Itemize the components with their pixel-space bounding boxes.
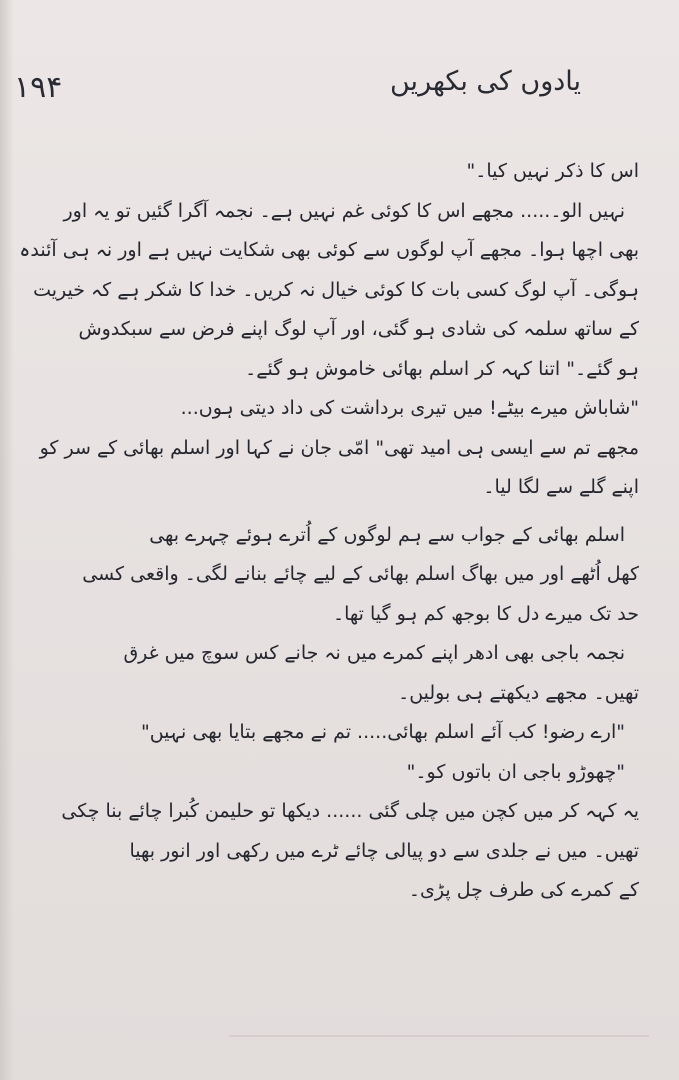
text-line: تھیں۔ میں نے جلدی سے دو پیالی چائے ٹرے میں رکھی اور انور بھیا [129, 839, 639, 862]
text-line: یہ کہہ کر میں کچن میں چلی گئی ...... دیکھا تو حلیمن کُبرا چائے بنا چکی [61, 800, 639, 822]
text-line: کے کمرے کی طرف چل پڑی۔ [408, 879, 639, 901]
page-number: ۱۹۴ [14, 70, 63, 105]
text-line: تھیں۔ مجھے دیکھتے ہی بولیں۔ [398, 681, 639, 704]
text-line: ہوگی۔ آپ لوگ کسی بات کا کوئی خیال نہ کریں۔ خدا کا شکر ہے کہ خیریت [33, 278, 639, 301]
text-line: نجمہ باجی بھی ادھر اپنے کمرے میں نہ جانے کس سوچ میں غرق [123, 642, 625, 664]
text-line: "چھوڑو باجی ان باتوں کو۔" [406, 760, 625, 783]
page-body-text [18, 152, 639, 911]
text-line: حد تک میرے دل کا بوجھ کم ہو گیا تھا۔ [332, 602, 639, 625]
bleed-through-mark [229, 1035, 649, 1037]
text-line: کے ساتھ سلمہ کی شادی ہو گئی، اور آپ لوگ اپنے فرض سے سبکدوش [78, 318, 639, 340]
text-line: "ارے رضو! کب آئے اسلم بھائی..... تم نے مجھے بتایا بھی نہیں" [140, 721, 625, 743]
running-header: یادوں کی بکھریں [390, 66, 581, 97]
text-line: بھی اچھا ہوا۔ مجھے آپ لوگوں سے کوئی بھی شکایت نہیں ہے اور نہ ہی آئندہ [19, 239, 639, 261]
text-line: اپنے گلے سے لگا لیا۔ [483, 476, 639, 498]
text-line: مجھے تم سے ایسی ہی امید تھی" امّی جان نے کہا اور اسلم بھائی کے سر کو [39, 436, 639, 459]
text-line: "شاباش میرے بیٹے! میں تیری برداشت کی داد دیتی ہوں... [180, 397, 639, 419]
page-edge-shadow [0, 0, 14, 1080]
text-line: ہو گئے۔" اتنا کہہ کر اسلم بھائی خاموش ہو گئے۔ [245, 357, 639, 380]
text-line: کھل اُٹھے اور میں بھاگ اسلم بھائی کے لیے چائے بنانے لگی۔ واقعی کسی [82, 563, 639, 585]
text-line: اس کا ذکر نہیں کیا۔" [466, 160, 639, 182]
text-line: اسلم بھائی کے جواب سے ہم لوگوں کے اُترے ہوئے چہرے بھی [149, 523, 625, 546]
text-line: نہیں الو۔..... مجھے اس کا کوئی غم نہیں ہے۔ نجمہ آگرا گئیں تو یہ اور [63, 199, 625, 222]
